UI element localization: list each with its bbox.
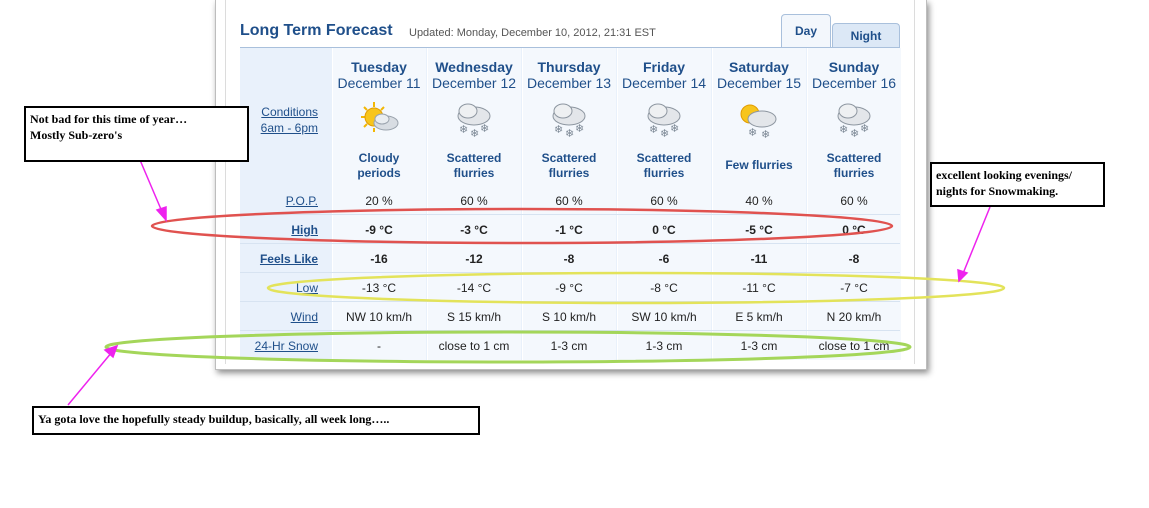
wind-value: S 10 km/h (541, 310, 597, 324)
day-date: December 15 (716, 75, 802, 91)
pop-value: 60 % (460, 194, 488, 208)
day-date: December 13 (526, 75, 612, 91)
low-value: -9 °C (555, 281, 583, 295)
annotation-text: excellent looking evenings/ (936, 168, 1072, 182)
condition-text: Scattered (636, 151, 692, 165)
day-date: December 14 (621, 75, 707, 91)
condition-text: flurries (833, 166, 875, 180)
low-value: -7 °C (840, 281, 868, 295)
day-date: December 16 (811, 75, 897, 91)
svg-text:❄: ❄ (670, 122, 680, 135)
snow-row-highlight-ellipse (106, 332, 910, 362)
feels-like-label[interactable]: Feels Like (259, 252, 318, 266)
low-value: -13 °C (361, 281, 397, 295)
day-name: Saturday (729, 59, 789, 75)
arrow-head-low (958, 270, 967, 281)
high-value: -5 °C (745, 223, 773, 237)
svg-text:❄: ❄ (761, 128, 771, 140)
low-value: -14 °C (456, 281, 492, 295)
conditions-label[interactable]: Conditions (261, 105, 318, 119)
low-row-highlight-ellipse (268, 273, 1004, 303)
svg-text:❄: ❄ (554, 123, 564, 136)
feels-like-value: -12 (465, 252, 483, 266)
snow-value: 1-3 cm (740, 339, 778, 353)
tab-night[interactable]: Night (832, 23, 900, 47)
day-date: December 11 (337, 75, 421, 91)
wind-value: N 20 km/h (826, 310, 882, 324)
wind-label[interactable]: Wind (290, 310, 318, 324)
day-date: December 12 (431, 75, 517, 91)
snow-value: - (377, 339, 381, 353)
wind-value: S 15 km/h (446, 310, 502, 324)
low-label[interactable]: Low (295, 281, 318, 295)
snow-value: close to 1 cm (438, 339, 510, 353)
conditions-hours-label[interactable]: 6am - 6pm (260, 121, 318, 135)
svg-text:❄: ❄ (480, 122, 490, 135)
snow-value: 1-3 cm (550, 339, 588, 353)
high-value: 0 °C (842, 223, 866, 237)
day-name: Friday (642, 59, 685, 75)
high-row-highlight-ellipse (152, 209, 892, 243)
tab-day[interactable]: Day (781, 14, 831, 47)
pop-value: 60 % (650, 194, 678, 208)
svg-text:❄: ❄ (748, 126, 758, 139)
annotation-text: Mostly Sub-zero's (30, 128, 123, 142)
snow-value: close to 1 cm (818, 339, 890, 353)
condition-text: Scattered (826, 151, 882, 165)
annotation-text: Not bad for this time of year… (30, 112, 188, 126)
svg-text:❄: ❄ (649, 123, 659, 136)
condition-text: flurries (453, 166, 495, 180)
updated-timestamp: Updated: Monday, December 10, 2012, 21:31 EST (409, 27, 656, 39)
svg-text:❄: ❄ (850, 127, 860, 140)
day-name: Thursday (537, 59, 601, 75)
feels-like-value: -6 (658, 252, 670, 266)
svg-text:❄: ❄ (575, 122, 585, 135)
day-name: Wednesday (435, 59, 513, 75)
svg-text:❄: ❄ (459, 123, 469, 136)
high-value: -1 °C (555, 223, 583, 237)
snow-label[interactable]: 24-Hr Snow (254, 339, 318, 353)
svg-text:❄: ❄ (660, 127, 670, 140)
day-name: Tuesday (351, 59, 407, 75)
page-title: Long Term Forecast (240, 22, 393, 39)
pop-value: 60 % (840, 194, 868, 208)
pop-label[interactable]: P.O.P. (285, 194, 318, 208)
high-value: -9 °C (365, 223, 393, 237)
high-label[interactable]: High (291, 223, 318, 237)
svg-text:❄: ❄ (565, 127, 575, 140)
pop-value: 40 % (745, 194, 773, 208)
condition-text: flurries (548, 166, 590, 180)
condition-text: Cloudy (358, 151, 400, 165)
annotation-note-snow (32, 406, 480, 435)
condition-text: Scattered (541, 151, 597, 165)
svg-text:❄: ❄ (839, 123, 849, 136)
annotation-note-low (930, 162, 1105, 207)
pop-value: 60 % (555, 194, 583, 208)
condition-text: periods (357, 166, 401, 180)
day-name: Sunday (828, 59, 880, 75)
annotation-text: nights for Snowmaking. (936, 184, 1059, 198)
svg-text:❄: ❄ (860, 122, 870, 135)
wind-value: E 5 km/h (735, 310, 783, 324)
low-value: -8 °C (650, 281, 678, 295)
wind-value: NW 10 km/h (345, 310, 412, 324)
pop-value: 20 % (365, 194, 393, 208)
feels-like-value: -16 (370, 252, 388, 266)
high-value: 0 °C (652, 223, 676, 237)
high-value: -3 °C (460, 223, 488, 237)
arrow-head-high (157, 207, 166, 220)
condition-text: Few flurries (725, 158, 793, 172)
annotation-text: Ya gota love the hopefully steady buildup, basically, all week long….. (38, 412, 390, 426)
feels-like-value: -11 (750, 252, 768, 266)
feels-like-value: -8 (563, 252, 575, 266)
condition-text: flurries (643, 166, 685, 180)
snow-value: 1-3 cm (645, 339, 683, 353)
low-value: -11 °C (742, 281, 776, 295)
svg-text:❄: ❄ (470, 127, 480, 140)
annotation-note-high (24, 106, 249, 162)
feels-like-value: -8 (848, 252, 860, 266)
condition-text: Scattered (446, 151, 502, 165)
wind-value: SW 10 km/h (631, 310, 697, 324)
